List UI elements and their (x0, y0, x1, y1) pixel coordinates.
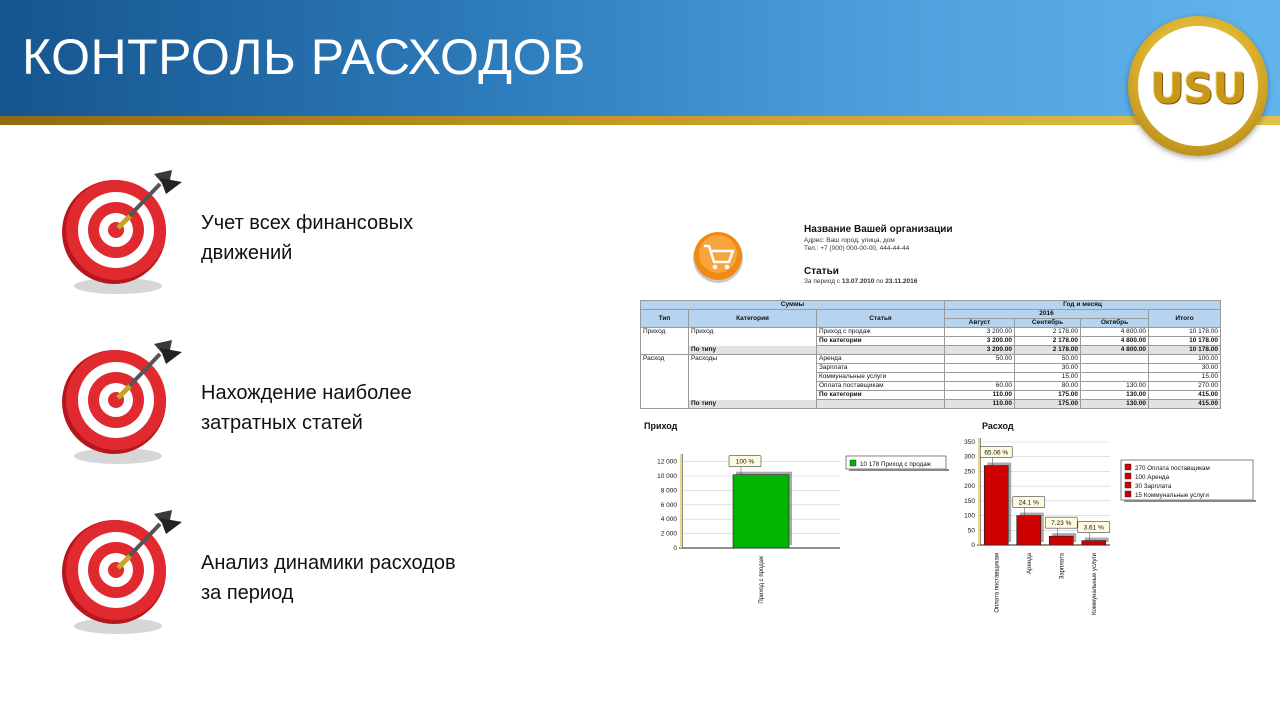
cell-article: По категории (817, 391, 945, 400)
bar (733, 475, 789, 548)
period-label: За период с (804, 278, 841, 285)
y-tick-label: 0 (673, 545, 677, 552)
slide-title: КОНТРОЛЬ РАСХОДОВ (22, 29, 586, 85)
feature-item (56, 168, 476, 298)
cell-total: 10 178.00 (1149, 346, 1221, 355)
y-tick-label: 10 000 (657, 473, 677, 480)
data-label: 24.1 % (1018, 499, 1039, 507)
cell-category: По типу (689, 346, 817, 355)
y-tick-label: 250 (964, 468, 975, 476)
cell-value: 130.00 (1081, 391, 1149, 400)
y-tick-label: 350 (964, 439, 975, 446)
cell-value: 110.00 (945, 400, 1015, 409)
feature-item (56, 508, 476, 638)
bar (1049, 536, 1073, 545)
target-dart-icon (56, 338, 186, 468)
cell-value (1081, 373, 1149, 382)
cell-category (689, 337, 817, 346)
legend-item: 10 178 Приход с продаж (860, 461, 931, 468)
table-row (641, 337, 1221, 346)
cell-value: 110.00 (945, 391, 1015, 400)
cell-article: Оплата поставщикам (817, 382, 945, 391)
bar (1082, 541, 1106, 545)
cell-type (641, 400, 689, 409)
table-row (641, 400, 1221, 409)
data-label: 65.06 % (984, 449, 1009, 457)
report-title: Статьи (804, 266, 839, 277)
cell-article: Аренда (817, 355, 945, 364)
y-tick-label: 8 000 (660, 487, 677, 495)
cell-value: 80.00 (1015, 382, 1081, 391)
legend-swatch (1125, 491, 1131, 497)
cell-value (1081, 355, 1149, 364)
cell-total: 415.00 (1149, 400, 1221, 409)
feature-text: Нахождение наиболее затратных статей (201, 382, 412, 434)
legend-shadow (849, 469, 949, 471)
cell-value: 50.00 (945, 355, 1015, 364)
cell-type (641, 391, 689, 400)
cell-value: 3 200.00 (945, 346, 1015, 355)
cell-type: Приход (641, 328, 689, 337)
cell-type (641, 364, 689, 373)
legend-shadow (1124, 500, 1256, 502)
cell-category (689, 382, 817, 391)
feature-text: Анализ динамики расходов за период (201, 552, 456, 604)
cell-category: По типу (689, 400, 817, 409)
cell-total: 415.00 (1149, 391, 1221, 400)
cell-value: 130.00 (1081, 400, 1149, 409)
table-row (641, 346, 1221, 355)
cell-value: 130.00 (1081, 382, 1149, 391)
y-axis-band (680, 454, 682, 548)
feature-item (56, 338, 476, 468)
shopping-cart-icon (690, 228, 746, 284)
header-article: Статья (817, 310, 945, 328)
table-row (641, 391, 1221, 400)
data-label: 100 % (735, 458, 755, 466)
cell-value (945, 373, 1015, 382)
cell-value: 4 800.00 (1081, 337, 1149, 346)
cell-type (641, 382, 689, 391)
cell-type (641, 346, 689, 355)
header-type: Тип (641, 310, 689, 328)
cell-total: 100.00 (1149, 355, 1221, 364)
cell-total: 270.00 (1149, 382, 1221, 391)
period-to-label: по (876, 278, 884, 285)
report-period (804, 278, 917, 285)
cell-value: 30.00 (1015, 364, 1081, 373)
legend-item: 30 Зарплата (1135, 483, 1172, 490)
x-category-label: Приход с продаж (759, 556, 765, 604)
cell-category: Расходы (689, 355, 817, 364)
y-tick-label: 12 000 (657, 458, 677, 466)
cell-value: 4 800.00 (1081, 328, 1149, 337)
feature-text: Учет всех финансовых движений (201, 212, 414, 264)
cell-value: 60.00 (945, 382, 1015, 391)
cell-value: 15.00 (1015, 373, 1081, 382)
y-tick-label: 150 (964, 497, 975, 505)
x-category-label: Зарплата (1059, 553, 1066, 580)
header-total: Итого (1149, 310, 1221, 328)
cell-category: Приход (689, 328, 817, 337)
legend-item: 100 Аренда (1135, 474, 1170, 481)
y-tick-label: 50 (967, 527, 975, 535)
header-year: 2016 (945, 310, 1149, 319)
header-year-month: Год и месяц (945, 301, 1221, 310)
org-phone: Тел.: +7 (000) 000-00-00, 444-44-44 (804, 245, 910, 252)
y-tick-label: 300 (964, 453, 975, 461)
x-category-label: Оплата поставщикам (994, 553, 1001, 613)
org-address: Адрес: Ваш город, улица, дом (804, 237, 895, 244)
cell-value: 175.00 (1015, 391, 1081, 400)
y-axis-band (978, 438, 980, 545)
cell-value: 3 200.00 (945, 328, 1015, 337)
cell-article: По категории (817, 337, 945, 346)
bar (1017, 516, 1041, 545)
legend-swatch (1125, 473, 1131, 479)
header-sums: Суммы (641, 301, 945, 310)
legend-swatch (1125, 464, 1131, 470)
logo-inner-circle (1138, 26, 1258, 146)
usu-logo (1128, 16, 1268, 156)
report-table (640, 300, 1221, 409)
cell-category (689, 364, 817, 373)
cell-value: 50.00 (1015, 355, 1081, 364)
cell-total: 30.00 (1149, 364, 1221, 373)
cell-article (817, 346, 945, 355)
cell-category (689, 373, 817, 382)
report-table-body (641, 328, 1221, 409)
cell-article: Приход с продаж (817, 328, 945, 337)
table-row (641, 364, 1221, 373)
data-label: 3.61 % (1083, 524, 1104, 532)
y-tick-label: 0 (971, 542, 975, 549)
period-from: 13.07.2010 (841, 278, 875, 285)
expense-chart-title: Расход (982, 421, 1014, 431)
period-to: 23.11.2016 (885, 278, 918, 285)
legend-item: 15 Коммунальные услуги (1135, 492, 1209, 499)
cell-value: 4 800.00 (1081, 346, 1149, 355)
expense-chart (956, 432, 1260, 636)
header-month: Август (945, 319, 1015, 328)
legend-item: 270 Оплата поставщикам (1135, 465, 1210, 472)
cell-article: Зарплата (817, 364, 945, 373)
y-tick-label: 2 000 (660, 530, 677, 538)
cell-category (689, 391, 817, 400)
bar (984, 466, 1008, 545)
report-preview (640, 216, 1260, 636)
cell-total: 10 178.00 (1149, 337, 1221, 346)
cell-value (1081, 364, 1149, 373)
y-tick-label: 200 (964, 483, 975, 491)
header-month: Октябрь (1081, 319, 1149, 328)
cell-type (641, 337, 689, 346)
org-name: Название Вашей организации (804, 224, 953, 235)
x-category-label: Аренда (1026, 553, 1033, 574)
table-row (641, 328, 1221, 337)
cell-type (641, 373, 689, 382)
cell-total: 10 178.00 (1149, 328, 1221, 337)
cell-value: 2 178.00 (1015, 328, 1081, 337)
legend-swatch (850, 460, 856, 466)
cell-value (945, 364, 1015, 373)
header-gold-strip (0, 116, 1280, 125)
table-row (641, 382, 1221, 391)
cell-type: Расход (641, 355, 689, 364)
target-dart-icon (56, 508, 186, 638)
y-tick-label: 4 000 (660, 516, 677, 524)
table-row (641, 373, 1221, 382)
y-tick-label: 100 (964, 512, 975, 520)
income-chart (640, 432, 960, 636)
x-category-label: Коммунальные услуги (1091, 553, 1098, 616)
y-tick-label: 6 000 (660, 501, 677, 509)
target-dart-icon (56, 168, 186, 298)
cell-article (817, 400, 945, 409)
cell-article: Коммунальные услуги (817, 373, 945, 382)
data-label: 7.23 % (1051, 520, 1072, 528)
cell-value: 2 178.00 (1015, 346, 1081, 355)
legend-swatch (1125, 482, 1131, 488)
header-month: Сентябрь (1015, 319, 1081, 328)
table-row (641, 355, 1221, 364)
header-category: Категория (689, 310, 817, 328)
income-chart-title: Приход (644, 421, 678, 431)
cell-value: 175.00 (1015, 400, 1081, 409)
logo-text: USU (1150, 64, 1246, 113)
cell-value: 2 178.00 (1015, 337, 1081, 346)
cell-value: 3 200.00 (945, 337, 1015, 346)
cell-total: 15.00 (1149, 373, 1221, 382)
